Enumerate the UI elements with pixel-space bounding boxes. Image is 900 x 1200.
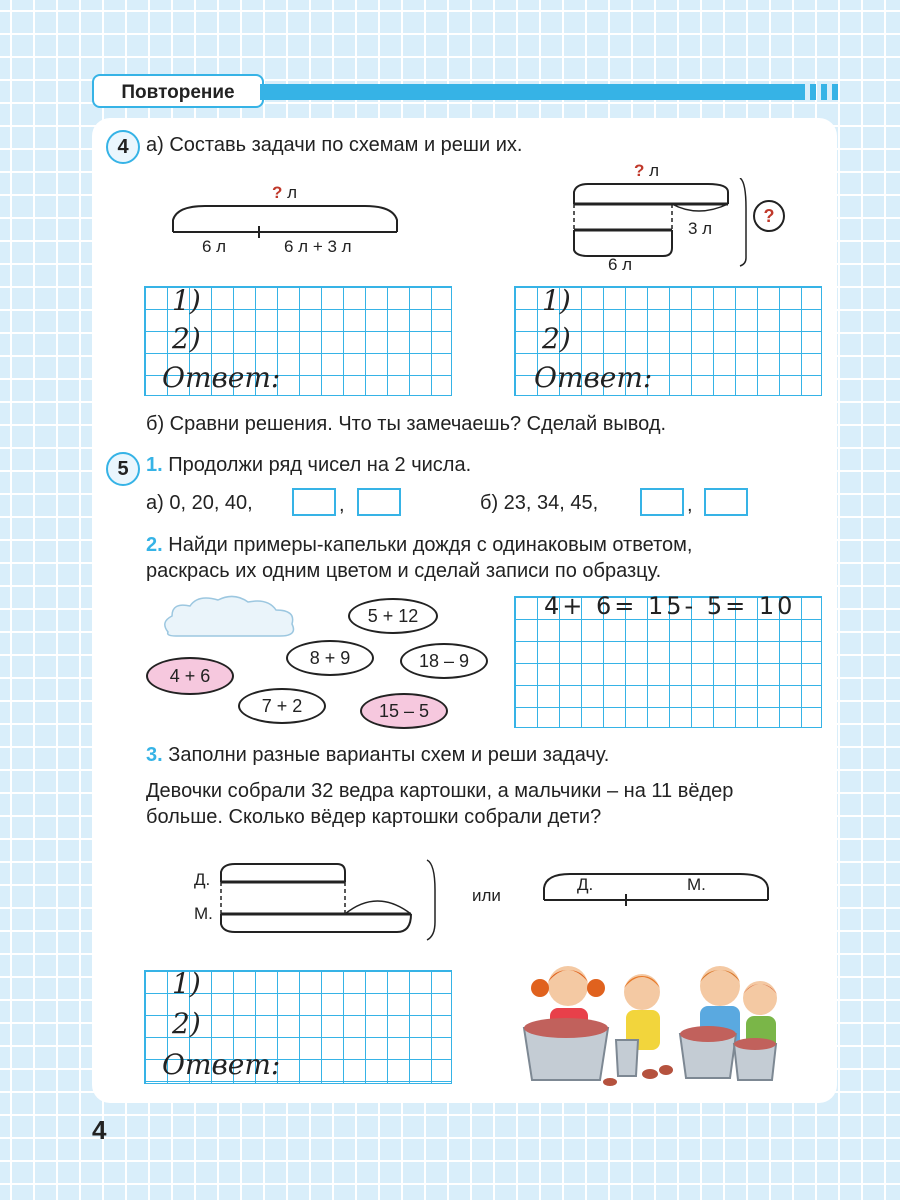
cloud-icon [158,592,303,642]
task5-sub2-line2: раскрась их одним цветом и сделай записи по образцу. [146,560,662,582]
grid-answer-label: Ответ: [162,1048,281,1081]
row-b-label: б) 23, 34, 45, [480,492,599,514]
problem-line2: больше. Сколько вёдер картошки собрали дети? [146,806,602,828]
drop-oval[interactable]: 8 + 9 [286,640,374,676]
task5-sub1: 1. Продолжи ряд чисел на 2 числа. [146,454,472,476]
comma: , [687,494,693,516]
scheme-segment [540,868,772,910]
header-tick [821,84,827,100]
page-number: 4 [92,1115,107,1145]
task-number: 4 [106,130,140,164]
grid-line-1: 1) [542,284,571,317]
grid-answer-label: Ответ: [534,361,653,394]
scheme-boys-girls [215,858,443,942]
sample-record: 4+ 6= 15- 5= 10 [544,592,796,620]
answer-box[interactable] [640,488,684,516]
segment-girls-label: Д. [577,875,594,894]
problem-line1: Девочки собрали 32 ведра картошки, а мальчики – на 11 вёдер [146,780,734,802]
task5-sub2-line1: 2. Найди примеры-капельки дождя с одинаковым ответом, [146,534,693,556]
drop-oval[interactable]: 5 + 12 [348,598,438,634]
header-tick [832,84,838,100]
grid-line-2: 2) [172,1007,201,1040]
answer-box[interactable] [357,488,401,516]
scheme1-question: ? л [272,183,298,202]
grid-answer-label: Ответ: [162,361,281,394]
scheme-boys-label: М. [194,904,213,923]
or-label: или [472,886,501,905]
task5-sub3: 3. Заполни разные варианты схем и реши задачу. [146,744,610,766]
header-bar [260,84,805,100]
grid-line-1: 1) [172,967,201,1000]
total-question-circle: ? [753,200,785,232]
drop-oval[interactable]: 15 – 5 [360,693,448,729]
header-tick [810,84,816,100]
grid-line-1: 1) [172,284,201,317]
scheme-girls-label: Д. [194,870,211,889]
comma: , [339,494,345,516]
scheme1-seg1: 6 л [202,237,227,256]
drop-oval[interactable]: 7 + 2 [238,688,326,724]
task-number: 5 [106,452,140,486]
row-a-label: а) 0, 20, 40, [146,492,253,514]
scheme2-bottom: 6 л [608,255,633,274]
answer-box[interactable] [292,488,336,516]
task4-part-a: а) Составь задачи по схемам и реши их. [146,134,523,156]
grid-line-2: 2) [172,322,201,355]
section-label: Повторение [92,74,264,108]
task4-part-b: б) Сравни решения. Что ты замечаешь? Сделай вывод. [146,413,667,435]
drop-oval[interactable]: 18 – 9 [400,643,488,679]
grid-line-2: 2) [542,322,571,355]
scheme1-diagram [165,200,405,240]
children-potatoes-illustration [520,958,780,1086]
segment-boys-label: М. [687,875,706,894]
scheme2-diff: 3 л [688,219,713,238]
drop-oval[interactable]: 4 + 6 [146,657,234,695]
answer-box[interactable] [704,488,748,516]
scheme2-question: ? л [634,161,660,180]
scheme1-seg2: 6 л + 3 л [284,237,352,256]
